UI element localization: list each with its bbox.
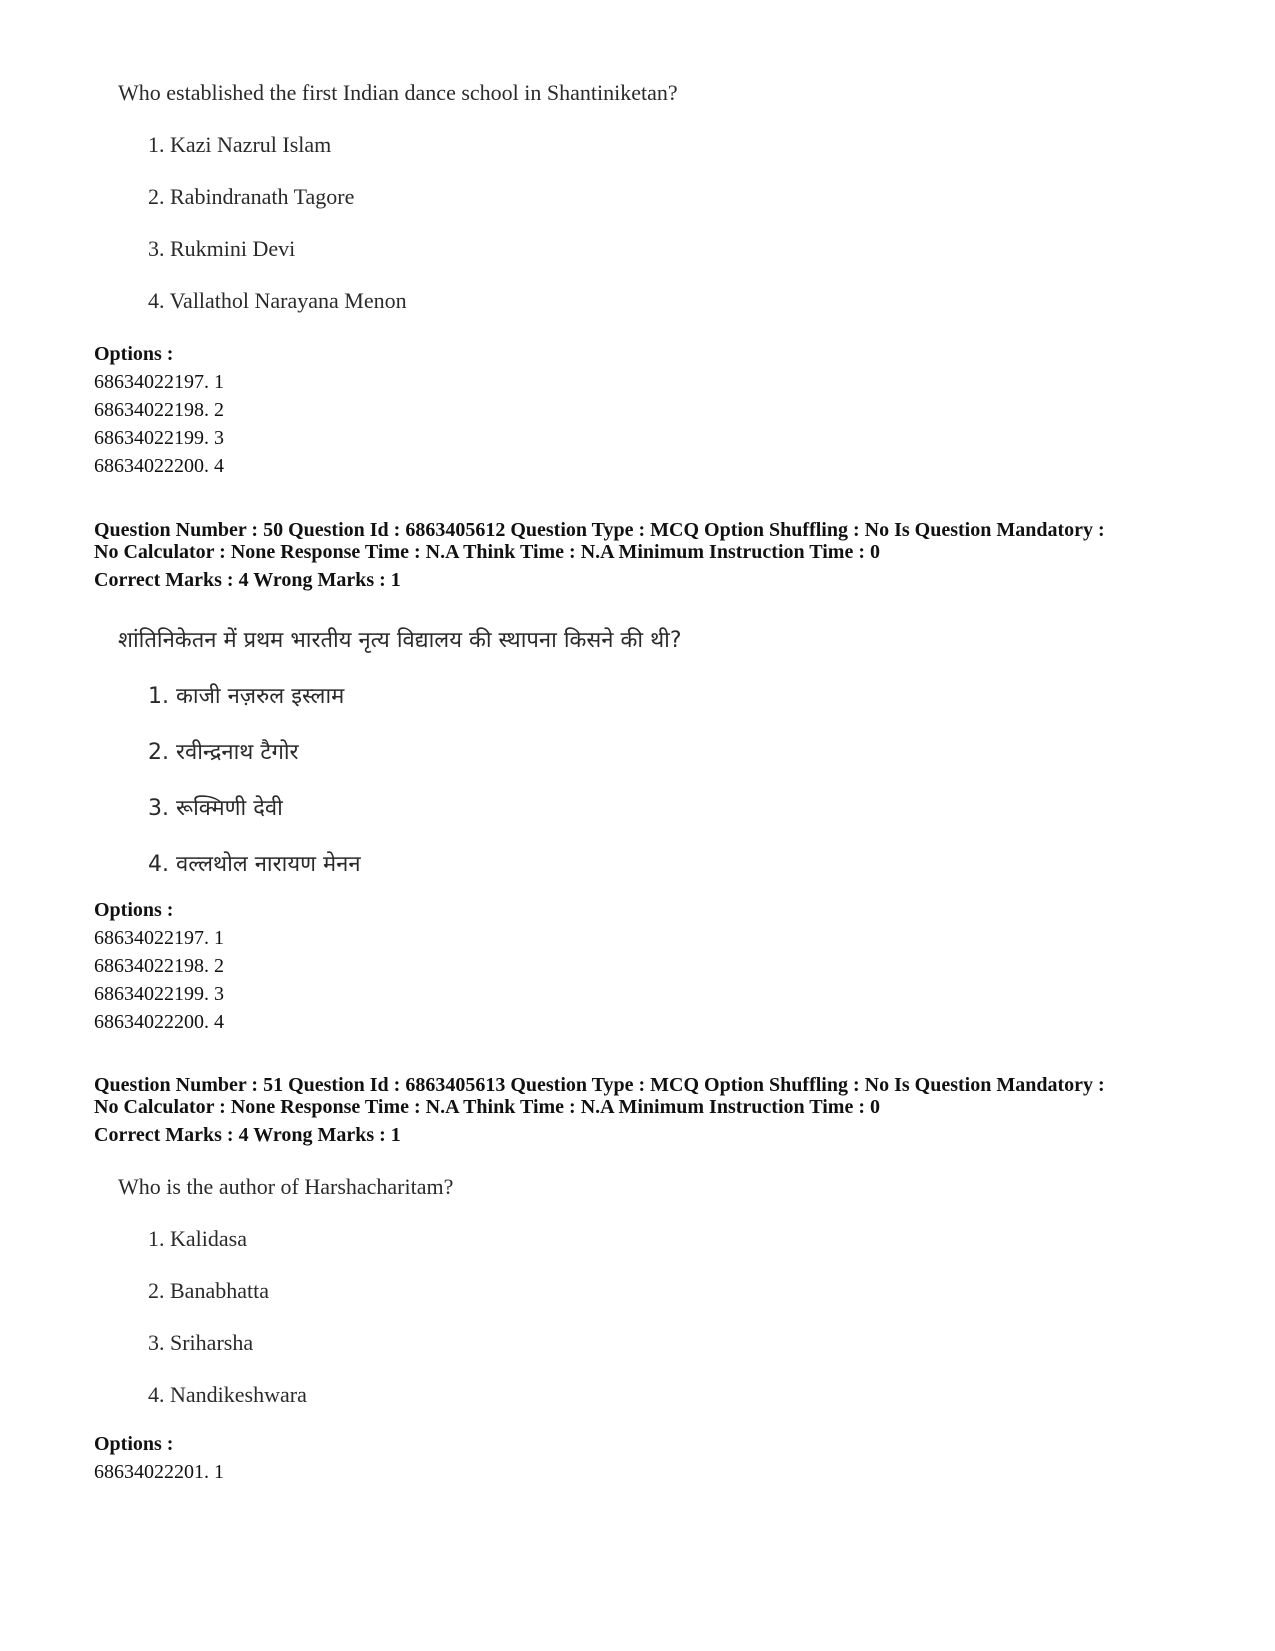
choice-item: 4. Vallathol Narayana Menon <box>148 288 407 313</box>
question-text: Who established the first Indian dance school in Shantiniketan? <box>118 80 678 105</box>
choice-item: 2. Banabhatta <box>148 1278 269 1303</box>
option-id-line: 68634022199. 3 <box>94 983 224 1005</box>
question-marks: Correct Marks : 4 Wrong Marks : 1 <box>94 569 401 591</box>
option-id-line: 68634022201. 1 <box>94 1461 224 1483</box>
choice-item: 4. वल्लथोल नारायण मेनन <box>148 852 361 877</box>
options-label: Options : <box>94 899 174 921</box>
option-id-line: 68634022197. 1 <box>94 371 224 393</box>
choice-item: 4. Nandikeshwara <box>148 1382 307 1407</box>
options-label: Options : <box>94 1433 174 1455</box>
question-meta-line: No Calculator : None Response Time : N.A Think Time : N.A Minimum Instruction Time : 0 <box>94 541 880 563</box>
option-id-line: 68634022200. 4 <box>94 1011 224 1033</box>
question-text: शांतिनिकेतन में प्रथम भारतीय नृत्य विद्यालय की स्थापना किसने की थी? <box>118 628 682 653</box>
question-meta-line: No Calculator : None Response Time : N.A Think Time : N.A Minimum Instruction Time : 0 <box>94 1096 880 1118</box>
option-id-line: 68634022200. 4 <box>94 455 224 477</box>
option-id-line: 68634022197. 1 <box>94 927 224 949</box>
question-meta-line: Question Number : 50 Question Id : 6863405612 Question Type : MCQ Option Shuffling : No Is Question Mandatory : <box>94 519 1105 541</box>
choice-item: 3. Sriharsha <box>148 1330 254 1355</box>
choice-item: 2. रवीन्द्रनाथ टैगोर <box>148 740 299 765</box>
option-id-line: 68634022198. 2 <box>94 955 224 977</box>
question-marks: Correct Marks : 4 Wrong Marks : 1 <box>94 1124 401 1146</box>
question-meta-line: Question Number : 51 Question Id : 6863405613 Question Type : MCQ Option Shuffling : No Is Question Mandatory : <box>94 1074 1105 1096</box>
option-id-line: 68634022199. 3 <box>94 427 224 449</box>
choice-item: 3. Rukmini Devi <box>148 236 296 261</box>
choice-item: 1. काजी नज़रुल इस्लाम <box>148 684 345 709</box>
choice-item: 3. रूक्मिणी देवी <box>148 796 283 821</box>
choice-item: 2. Rabindranath Tagore <box>148 184 355 209</box>
question-text: Who is the author of Harshacharitam? <box>118 1174 454 1199</box>
option-id-line: 68634022198. 2 <box>94 399 224 421</box>
choice-item: 1. Kalidasa <box>148 1226 247 1251</box>
options-label: Options : <box>94 343 174 365</box>
choice-item: 1. Kazi Nazrul Islam <box>148 132 332 157</box>
